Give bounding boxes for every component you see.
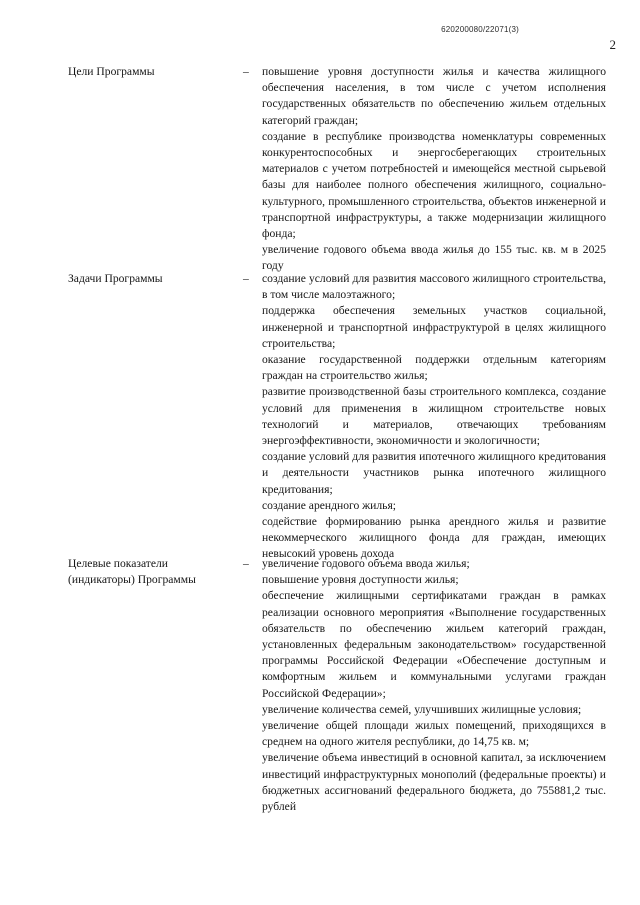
section-dash: – [243,65,249,78]
list-item: оказание государственной поддержки отдельным категориям граждан на строительство жилья; [262,353,606,383]
list-item: увеличение объема инвестиций в основной капитал, за исключением инвестиций инфраструктурных монополий (федеральные проекты) и бюджетных ассигнований федерального бюджета, до 755881,2 тыс. рублей [262,751,606,814]
list-item: создание условий для развития ипотечного жилищного кредитования и деятельности участников рынка ипотечного жилищного кредитования; [262,450,606,496]
section-content [262,556,606,815]
list-item: содействие формированию рынка арендного жилья и развитие некоммерческого жилищного фонда для граждан, имеющих невысокий уровень дохода [262,515,606,561]
page-number: 2 [609,37,616,52]
section-dash: – [243,272,249,285]
section-label: Целевые показатели (индикаторы) Программы [68,557,196,587]
section-label: Задачи Программы [68,272,163,285]
list-item: развитие производственной базы строительного комплекса, создание условий для применения в жилищном строительстве новых технологий и материалов, отвечающих требованиям энергоэффективности, экономичности и экологичности; [262,385,606,448]
list-item: создание арендного жилья; [262,498,397,512]
list-item: обеспечение жилищными сертификатами граждан в рамках реализации основного мероприятия «Выполнение государственных обязательств по обеспечению жильем категорий граждан, установленных федеральным законодательством» государственной программы Российской Федерации «Обеспечение доступным и комфортным жильем и коммунальными услугами граждан Российской Федерации»; [262,589,606,700]
list-item: увеличение общей площади жилых помещений, приходящихся в среднем на одного жителя республики, до 14,75 кв. м; [262,719,606,749]
list-item: увеличение количества семей, улучшивших жилищные условия; [262,702,582,716]
list-item: создание условий для развития массового жилищного строительства, в том числе малоэтажного; [262,272,606,302]
list-item: повышение уровня доступности жилья; [262,573,459,587]
list-item: повышение уровня доступности жилья и качества жилищного обеспечения населения, в том числе с учетом исполнения государственных обязательств по обеспечению жильем отдельных категорий граждан; [262,65,606,127]
list-item: поддержка обеспечения земельных участков социальной, инженерной и транспортной инфраструктурой в целях жилищного строительства; [262,304,606,350]
list-item: увеличение годового объема ввода жилья до 155 тыс. кв. м в 2025 году [262,243,606,273]
section-content [262,271,606,563]
section-content [262,64,606,275]
list-item: создание в республике производства номенклатуры современных конкурентоспособных и энергосберегающих строительных материалов с учетом потребностей и имеющейся местной сырьевой базы для наиболее полного обеспечения жилищного, социально-культурного, промышленного строительства, объектов инженерной и транспортной инфраструктуры, а также модернизации жилищного фонда; [262,129,606,241]
document-code: 620200080/22071(3) [441,25,519,34]
section-dash: – [243,557,249,570]
list-item: увеличение годового объема ввода жилья; [262,557,470,570]
section-label: Цели Программы [68,65,155,78]
